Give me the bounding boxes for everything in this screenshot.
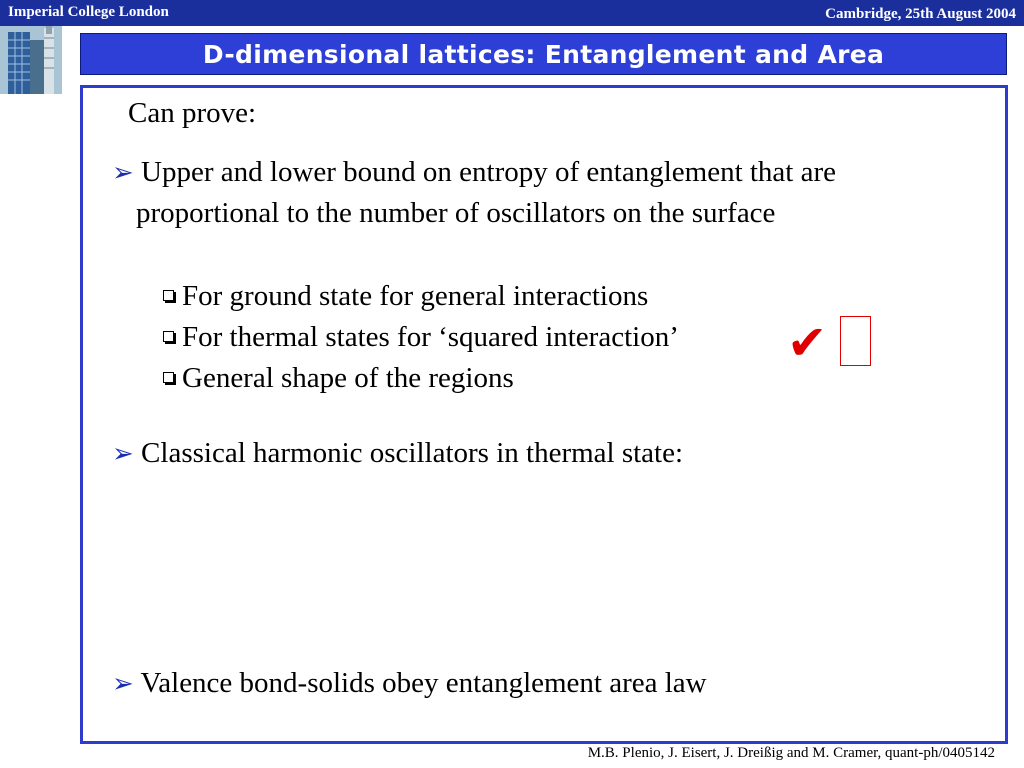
sub-item-2-text: For thermal states for ‘squared interaction’: [182, 321, 679, 353]
missing-glyph-icon: [840, 316, 871, 366]
arrow-bullet-icon: ➢: [112, 158, 134, 188]
square-bullet-icon: [163, 331, 174, 342]
red-checkmark-icon: ✔: [787, 315, 828, 371]
bullet-1-line-1: Upper and lower bound on entropy of entanglement that are: [141, 156, 837, 188]
bullet-3-text: Valence bond-solids obey entanglement area law: [140, 667, 707, 699]
bullet-2: [112, 437, 683, 470]
institution-name: Imperial College London: [8, 4, 169, 20]
bullet-3: [112, 667, 707, 700]
slide-title: D-dimensional lattices: Entanglement and Area: [202, 40, 885, 69]
bullet-1: [112, 156, 836, 189]
sub-item-3: [163, 362, 514, 395]
title-bar: [80, 33, 1007, 75]
building-logo-image: [0, 26, 62, 94]
square-bullet-icon: [163, 290, 174, 301]
bullet-1-line-2: proportional to the number of oscillators on the surface: [136, 197, 776, 229]
sub-item-1: [163, 280, 648, 313]
event-date: Cambridge, 25th August 2004: [825, 6, 1016, 22]
sub-item-1-text: For ground state for general interactions: [182, 280, 649, 312]
intro-text: Can prove:: [128, 97, 257, 129]
citation: M.B. Plenio, J. Eisert, J. Dreißig and M. Cramer, quant-ph/0405142: [587, 745, 995, 761]
sub-item-2: [163, 321, 679, 354]
sub-item-3-text: General shape of the regions: [182, 362, 514, 394]
bullet-2-text: Classical harmonic oscillators in thermal state:: [141, 437, 684, 469]
header-bar: [0, 0, 1024, 26]
arrow-bullet-icon: ➢: [112, 669, 134, 699]
square-bullet-icon: [163, 372, 174, 383]
arrow-bullet-icon: ➢: [112, 439, 134, 469]
